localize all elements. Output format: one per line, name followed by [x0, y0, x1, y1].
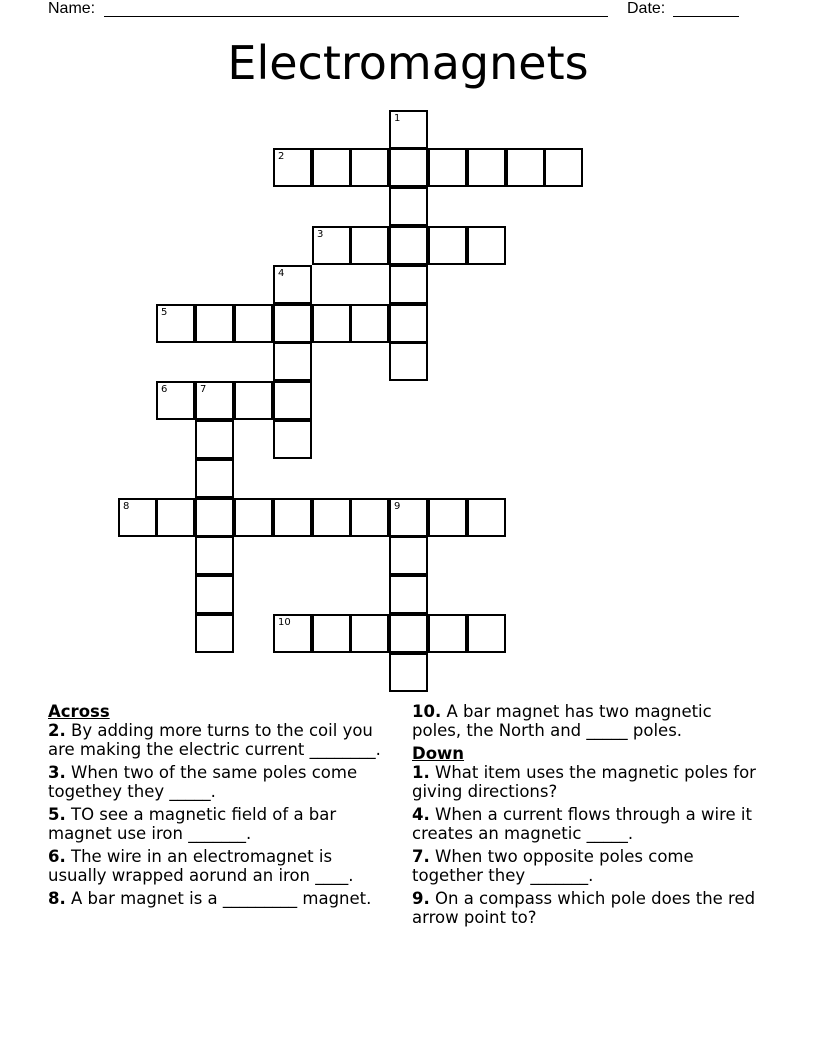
- grid-cell[interactable]: [389, 265, 428, 304]
- cell-number: 10: [278, 617, 291, 628]
- grid-cell[interactable]: [273, 420, 312, 459]
- grid-cell[interactable]: [234, 304, 273, 343]
- grid-cell[interactable]: [389, 575, 428, 614]
- across-clue-2: 2. By adding more turns to the coil you are making the electric current ________.: [48, 721, 381, 759]
- grid-cell[interactable]: [544, 148, 583, 187]
- grid-cell[interactable]: [350, 226, 389, 265]
- grid-cell[interactable]: [428, 498, 467, 537]
- cell-number: 9: [394, 501, 401, 512]
- grid-cell[interactable]: [195, 575, 234, 614]
- grid-cell[interactable]: [156, 498, 195, 537]
- grid-cell[interactable]: [312, 498, 351, 537]
- down-heading: Down: [412, 744, 465, 763]
- down-clues: [412, 702, 762, 931]
- grid-cell[interactable]: [467, 614, 506, 653]
- grid-cell[interactable]: [312, 226, 351, 265]
- cell-number: 2: [278, 151, 285, 162]
- grid-cell[interactable]: [467, 226, 506, 265]
- grid-cell[interactable]: [273, 614, 312, 653]
- grid-cell[interactable]: [273, 148, 312, 187]
- cell-number: 8: [123, 501, 130, 512]
- grid-cell[interactable]: [195, 420, 234, 459]
- grid-cell[interactable]: [350, 304, 389, 343]
- grid-cell[interactable]: [389, 187, 428, 226]
- grid-cell[interactable]: [273, 342, 312, 381]
- grid-cell[interactable]: [428, 226, 467, 265]
- grid-cell[interactable]: [312, 304, 351, 343]
- across-clue-6: 6. The wire in an electromagnet is usually wrapped aorund an iron ____.: [48, 847, 354, 885]
- grid-cell[interactable]: [273, 498, 312, 537]
- cell-number: 6: [161, 384, 168, 395]
- grid-cell[interactable]: [118, 498, 157, 537]
- grid-cell[interactable]: [195, 304, 234, 343]
- grid-cell[interactable]: [389, 342, 428, 381]
- name-label: Name:: [48, 0, 96, 17]
- grid-cell[interactable]: [156, 381, 195, 420]
- cell-number: 4: [278, 268, 285, 279]
- grid-cell[interactable]: [234, 381, 273, 420]
- across-heading: Across: [48, 702, 110, 721]
- grid-cell[interactable]: [195, 498, 234, 537]
- across-clue-5: 5. TO see a magnetic field of a bar magnet use iron _______.: [48, 805, 337, 843]
- grid-cell[interactable]: [312, 148, 351, 187]
- grid-cell[interactable]: [195, 614, 234, 653]
- grid-cell[interactable]: [273, 381, 312, 420]
- grid-cell[interactable]: [467, 498, 506, 537]
- across-clue-3: 3. When two of the same poles come togethey they _____.: [48, 763, 358, 801]
- grid-cell[interactable]: [195, 459, 234, 498]
- cell-number: 5: [161, 307, 168, 318]
- grid-cell[interactable]: [506, 148, 545, 187]
- across-clues: [48, 702, 393, 912]
- grid-cell[interactable]: [350, 498, 389, 537]
- grid-cell[interactable]: [389, 226, 428, 265]
- cell-number: 7: [200, 384, 207, 395]
- grid-cell[interactable]: [234, 498, 273, 537]
- grid-cell[interactable]: [350, 148, 389, 187]
- down-clue-7: 7. When two opposite poles come together they _______.: [412, 847, 694, 885]
- grid-cell[interactable]: [389, 148, 428, 187]
- grid-cell[interactable]: [312, 614, 351, 653]
- grid-cell[interactable]: [389, 498, 428, 537]
- grid-cell[interactable]: [195, 381, 234, 420]
- down-clue-9: 9. On a compass which pole does the red arrow point to?: [412, 889, 756, 927]
- grid-cell[interactable]: [467, 148, 506, 187]
- down-clue-1: 1. What item uses the magnetic poles for giving directions?: [412, 763, 756, 801]
- grid-cell[interactable]: [389, 536, 428, 575]
- grid-cell[interactable]: [428, 614, 467, 653]
- grid-cell[interactable]: [389, 304, 428, 343]
- across-clue-8: 8. A bar magnet is a _________ magnet.: [48, 889, 372, 908]
- across-clue-10: 10. A bar magnet has two magnetic poles, the North and _____ poles.: [412, 702, 712, 740]
- grid-cell[interactable]: [195, 536, 234, 575]
- grid-cell[interactable]: [156, 304, 195, 343]
- grid-cell[interactable]: [350, 614, 389, 653]
- grid-cell[interactable]: [428, 148, 467, 187]
- down-clue-4: 4. When a current flows through a wire it creates an magnetic _____.: [412, 805, 752, 843]
- cell-number: 1: [394, 113, 401, 124]
- page-title: Electromagnets: [227, 36, 589, 90]
- grid-cell[interactable]: [389, 614, 428, 653]
- grid-cell[interactable]: [273, 265, 312, 304]
- grid-cell[interactable]: [273, 304, 312, 343]
- grid-cell[interactable]: [389, 110, 428, 149]
- cell-number: 3: [317, 229, 324, 240]
- date-label: Date:: [627, 0, 666, 17]
- grid-cell[interactable]: [389, 653, 428, 692]
